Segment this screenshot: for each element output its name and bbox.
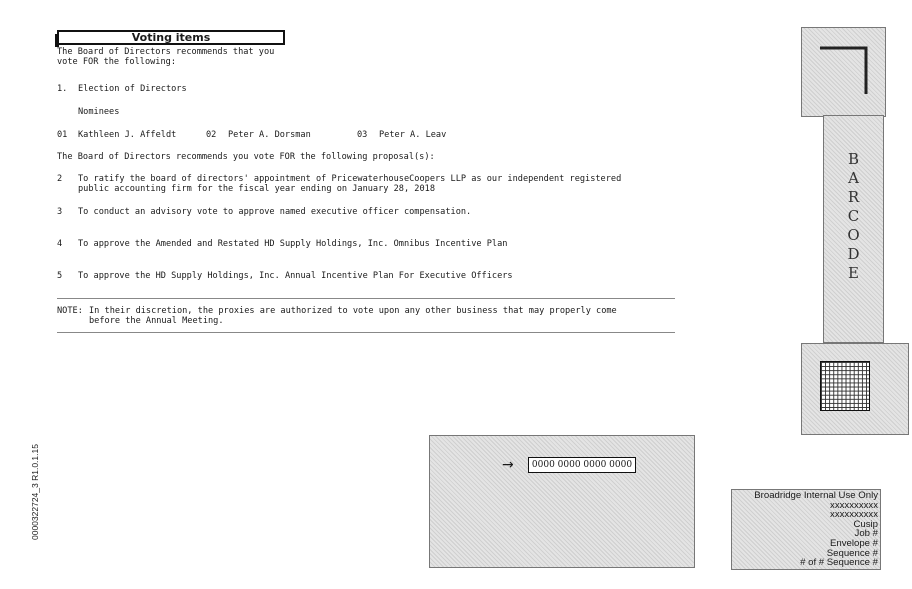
barcode-letter: A (848, 169, 859, 187)
proposal-2-line2: public accounting firm for the fiscal year ending on January 28, 2018 (78, 184, 435, 194)
control-number-field: 0000 0000 0000 0000 (528, 457, 636, 473)
note-line1: In their discretion, the proxies are authorized to vote upon any other business that may properly come (89, 306, 617, 316)
internal-use-title: Broadridge Internal Use Only (754, 490, 878, 501)
proposal-2-number: 2 (57, 174, 63, 184)
internal-use-cusip: Cusip (853, 518, 878, 530)
proposal-5-number: 5 (57, 271, 63, 281)
item1-text: Election of Directors (78, 84, 187, 94)
arrow-right-icon: → (502, 457, 514, 473)
nominee-02-number: 02 (206, 130, 217, 140)
proposal-4-number: 4 (57, 239, 63, 249)
item1-number: 1. (57, 84, 68, 94)
proposal-3-text: To conduct an advisory vote to approve named executive officer compensation. (78, 207, 472, 217)
proposal-4-text: To approve the Amended and Restated HD Supply Holdings, Inc. Omnibus Incentive Plan (78, 239, 508, 249)
internal-use-sequence: Sequence # (826, 547, 878, 559)
note-line2: before the Annual Meeting. (89, 316, 224, 326)
nominee-02-name: Peter A. Dorsman (228, 130, 311, 140)
note-label: NOTE: (57, 306, 83, 316)
barcode-letter: E (848, 264, 859, 282)
nominee-03-name: Peter A. Leav (379, 130, 447, 140)
barcode-letter: D (847, 245, 860, 263)
internal-use-line: xxxxxxxxxx (830, 509, 878, 521)
nominee-01-number: 01 (57, 130, 68, 140)
internal-use-job: Job # (854, 528, 878, 540)
internal-use-of-sequence: # of # Sequence # (800, 557, 878, 569)
datamatrix-box (801, 343, 909, 435)
corner-mark-icon (802, 28, 885, 116)
datamatrix-grid (820, 361, 870, 411)
nominee-03-number: 03 (357, 130, 368, 140)
voting-items-header: Voting items (57, 30, 285, 45)
note-top-rule (57, 298, 675, 299)
barcode-letter: R (847, 188, 860, 206)
corner-mark-box (801, 27, 886, 117)
board-recommend-line2: vote FOR the following: (57, 57, 176, 67)
barcode-placeholder (823, 115, 884, 343)
proposal-5-text: To approve the HD Supply Holdings, Inc. Annual Incentive Plan For Executive Officers (78, 271, 513, 281)
control-number-box (429, 435, 695, 568)
proposal-2-line1: To ratify the board of directors' appointment of PricewaterhouseCoopers LLP as our independent registered (78, 174, 622, 184)
barcode-letter: O (847, 226, 860, 244)
nominees-label: Nominees (78, 107, 120, 117)
board-recommend-proposals: The Board of Directors recommends you vote FOR the following proposal(s): (57, 152, 435, 162)
proposal-3-number: 3 (57, 207, 63, 217)
nominee-01-name: Kathleen J. Affeldt (78, 130, 177, 140)
side-document-code: 0000322724_3 R1.0.1.15 (30, 444, 40, 540)
barcode-letter: B (847, 150, 860, 168)
note-bottom-rule (57, 332, 675, 333)
internal-use-envelope: Envelope # (829, 537, 878, 549)
internal-use-line: xxxxxxxxxx (830, 499, 878, 511)
board-recommend-line1: The Board of Directors recommends that you (57, 47, 275, 57)
internal-use-box (731, 489, 881, 570)
barcode-letter: C (847, 207, 860, 225)
